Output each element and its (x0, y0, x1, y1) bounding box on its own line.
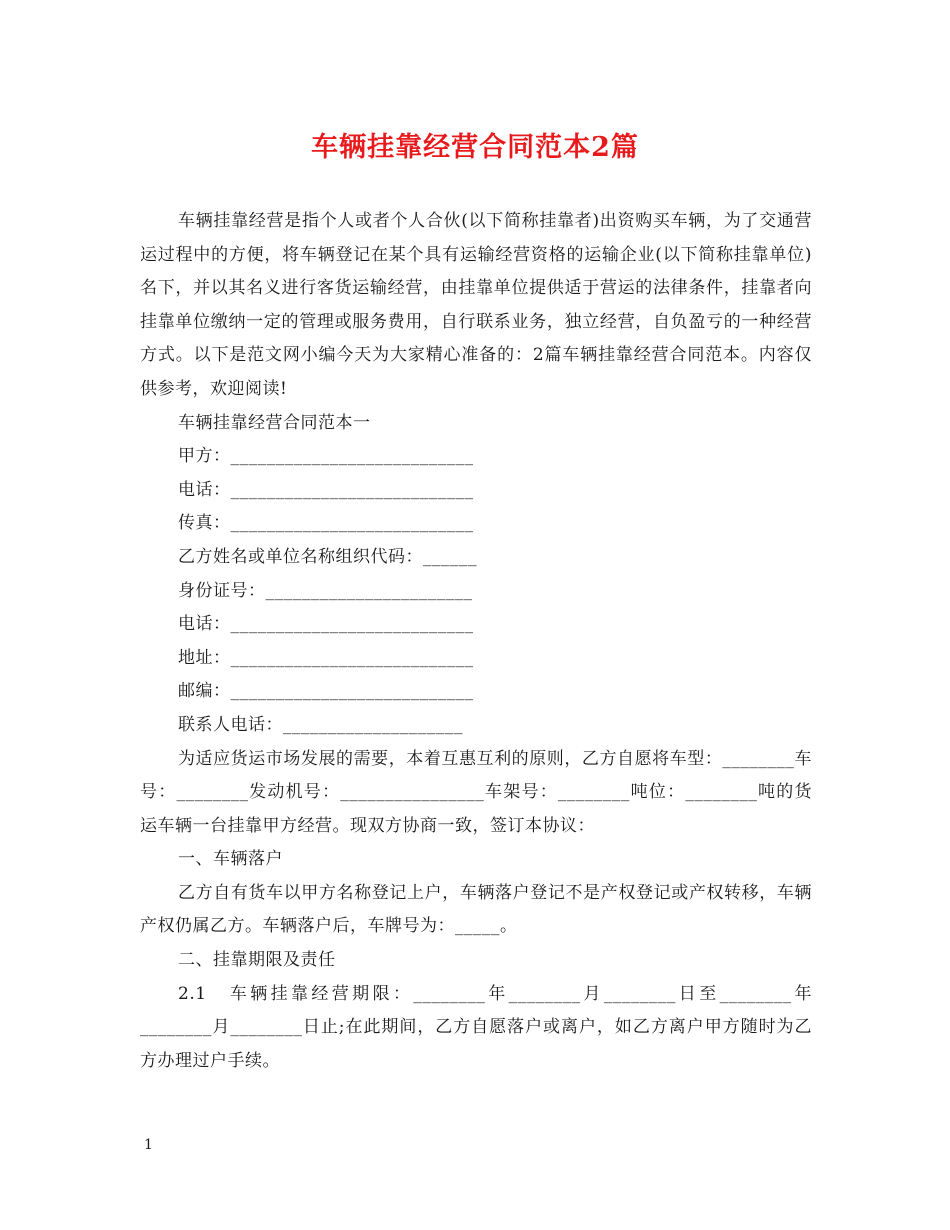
document-body (140, 205, 812, 1078)
section-2-1-paragraph: 2.1 车辆挂靠经营期限：________年________月________日至________年________月________日止;在此期间，乙方自愿落户或离户，如乙方离户甲方随时为乙方办理过户手续。 (140, 983, 812, 1071)
party-b-field: 乙方姓名或单位名称组织代码：______ (178, 546, 477, 567)
document-title: 车辆挂靠经营合同范本2篇 (311, 132, 639, 163)
phone-a-field: 电话：___________________________ (178, 479, 474, 500)
section-2-heading: 二、挂靠期限及责任 (178, 950, 336, 971)
address-field: 地址：___________________________ (178, 647, 474, 668)
contract-heading: 车辆挂靠经营合同范本一 (178, 412, 371, 433)
section-1-paragraph: 乙方自有货车以甲方名称登记上户，车辆落户登记不是产权登记或产权转移，车辆产权仍属乙方。车辆落户后，车牌号为：_____。 (140, 882, 812, 937)
fax-field: 传真：___________________________ (178, 513, 474, 534)
phone-b-field: 电话：___________________________ (178, 614, 474, 635)
purpose-paragraph: 为适应货运市场发展的需要，本着互惠互利的原则，乙方自愿将车型：________车号：________发动机号：________________车架号：________吨位：________吨的货运车辆一台挂靠甲方经营。现双方协商一致，签订本协议： (140, 748, 812, 836)
id-number-field: 身份证号：_______________________ (178, 580, 473, 601)
party-a-field: 甲方：___________________________ (178, 446, 474, 467)
postcode-field: 邮编：___________________________ (178, 681, 474, 702)
page-number: 1 (144, 1137, 153, 1153)
intro-paragraph: 车辆挂靠经营是指个人或者个人合伙(以下简称挂靠者)出资购买车辆，为了交通营运过程中的方便，将车辆登记在某个具有运输经营资格的运输企业(以下简称挂靠单位)名下，并以其名义进行客货运输经营，由挂靠单位提供适于营运的法律条件，挂靠者向挂靠单位缴纳一定的管理或服务费用，自行联系业务，独立经营，自负盈亏的一种经营方式。以下是范文网小编今天为大家精心准备的：2篇车辆挂靠经营合同范本。内容仅供参考，欢迎阅读! (140, 211, 812, 399)
contact-phone-field: 联系人电话：____________________ (178, 714, 463, 735)
section-1-heading: 一、车辆落户 (178, 849, 283, 870)
